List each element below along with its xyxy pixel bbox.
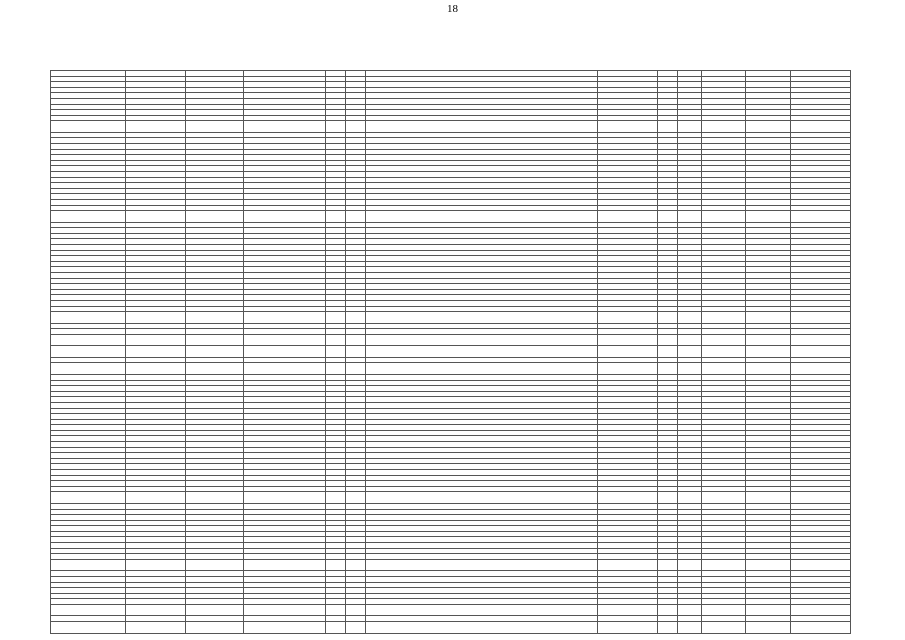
table-cell xyxy=(366,211,598,223)
table-cell xyxy=(746,346,791,358)
table-cell xyxy=(51,211,126,223)
table-cell xyxy=(51,121,126,133)
table-cell xyxy=(186,312,244,324)
table-cell xyxy=(702,312,746,324)
table-cell xyxy=(186,211,244,223)
table-cell xyxy=(244,312,326,324)
table-cell xyxy=(678,604,702,616)
table-cell xyxy=(746,622,791,634)
table-cell xyxy=(326,211,346,223)
table-cell xyxy=(244,334,326,346)
table-row xyxy=(51,334,851,346)
table-cell xyxy=(658,492,678,504)
table-cell xyxy=(702,559,746,571)
table-cell xyxy=(346,559,366,571)
table-cell xyxy=(186,559,244,571)
table-row xyxy=(51,559,851,571)
table-cell xyxy=(346,622,366,634)
table-cell xyxy=(598,334,658,346)
table-cell xyxy=(51,334,126,346)
table-cell xyxy=(126,334,186,346)
table-cell xyxy=(346,121,366,133)
table-cell xyxy=(678,121,702,133)
table-cell xyxy=(791,492,851,504)
table-cell xyxy=(658,346,678,358)
table-cell xyxy=(126,622,186,634)
table-cell xyxy=(126,363,186,375)
table-cell xyxy=(746,604,791,616)
table-cell xyxy=(598,363,658,375)
table-cell xyxy=(346,312,366,324)
table-cell xyxy=(658,604,678,616)
table-row xyxy=(51,346,851,358)
table-cell xyxy=(326,559,346,571)
table-cell xyxy=(126,559,186,571)
table-cell xyxy=(186,121,244,133)
table-cell xyxy=(746,334,791,346)
table-cell xyxy=(702,622,746,634)
table-cell xyxy=(658,622,678,634)
table-cell xyxy=(366,492,598,504)
table-cell xyxy=(678,363,702,375)
table-cell xyxy=(598,559,658,571)
table-cell xyxy=(658,559,678,571)
table-cell xyxy=(186,604,244,616)
table-cell xyxy=(326,312,346,324)
table-cell xyxy=(658,121,678,133)
table-cell xyxy=(366,121,598,133)
table-cell xyxy=(346,346,366,358)
table-cell xyxy=(678,312,702,324)
table-cell xyxy=(746,492,791,504)
table-cell xyxy=(678,492,702,504)
table-cell xyxy=(702,121,746,133)
table-cell xyxy=(366,312,598,324)
table-cell xyxy=(791,622,851,634)
table-row xyxy=(51,312,851,324)
table-cell xyxy=(126,604,186,616)
table-cell xyxy=(186,334,244,346)
table-cell xyxy=(658,211,678,223)
table-cell xyxy=(598,346,658,358)
table-cell xyxy=(346,334,366,346)
table-cell xyxy=(51,346,126,358)
table-cell xyxy=(791,312,851,324)
table-cell xyxy=(678,559,702,571)
table-cell xyxy=(598,622,658,634)
table-cell xyxy=(126,346,186,358)
table-cell xyxy=(51,559,126,571)
table-cell xyxy=(346,604,366,616)
table-cell xyxy=(186,622,244,634)
table-cell xyxy=(366,604,598,616)
table-cell xyxy=(326,604,346,616)
table-cell xyxy=(702,346,746,358)
table-cell xyxy=(51,492,126,504)
table-cell xyxy=(658,363,678,375)
table-cell xyxy=(126,211,186,223)
table-cell xyxy=(791,211,851,223)
table-cell xyxy=(366,363,598,375)
table-cell xyxy=(702,492,746,504)
table-cell xyxy=(186,363,244,375)
table-cell xyxy=(678,622,702,634)
table-cell xyxy=(366,559,598,571)
table-cell xyxy=(598,211,658,223)
table-cell xyxy=(186,492,244,504)
table-cell xyxy=(126,312,186,324)
table-row xyxy=(51,604,851,616)
table-cell xyxy=(791,346,851,358)
table-cell xyxy=(598,312,658,324)
table-cell xyxy=(746,211,791,223)
table-cell xyxy=(51,604,126,616)
table-cell xyxy=(244,622,326,634)
table-cell xyxy=(244,211,326,223)
table-cell xyxy=(702,334,746,346)
table-cell xyxy=(598,121,658,133)
table-cell xyxy=(326,346,346,358)
table-cell xyxy=(702,363,746,375)
page-number: 18 xyxy=(447,3,458,15)
table-cell xyxy=(346,363,366,375)
table-cell xyxy=(326,121,346,133)
table-cell xyxy=(791,604,851,616)
table-cell xyxy=(126,121,186,133)
table-row xyxy=(51,211,851,223)
table-cell xyxy=(678,211,702,223)
table-cell xyxy=(366,334,598,346)
table-cell xyxy=(702,604,746,616)
table-cell xyxy=(51,622,126,634)
table-cell xyxy=(186,346,244,358)
table-cell xyxy=(51,312,126,324)
table-cell xyxy=(791,334,851,346)
table-cell xyxy=(598,604,658,616)
table-cell xyxy=(678,346,702,358)
table-cell xyxy=(746,121,791,133)
table-cell xyxy=(326,334,346,346)
table-cell xyxy=(702,211,746,223)
table-cell xyxy=(126,492,186,504)
table-cell xyxy=(51,363,126,375)
table-cell xyxy=(678,334,702,346)
table-cell xyxy=(746,312,791,324)
table-cell xyxy=(791,559,851,571)
table-row xyxy=(51,622,851,634)
table-cell xyxy=(244,346,326,358)
table-cell xyxy=(366,346,598,358)
table-cell xyxy=(244,121,326,133)
table-cell xyxy=(658,312,678,324)
table-cell xyxy=(244,604,326,616)
table-row xyxy=(51,492,851,504)
table-cell xyxy=(244,492,326,504)
table-cell xyxy=(244,363,326,375)
table-cell xyxy=(658,334,678,346)
table-cell xyxy=(346,211,366,223)
table-cell xyxy=(326,363,346,375)
table-cell xyxy=(366,622,598,634)
table-cell xyxy=(746,559,791,571)
table-cell xyxy=(346,492,366,504)
table-cell xyxy=(326,492,346,504)
table-row xyxy=(51,363,851,375)
table-cell xyxy=(746,363,791,375)
table-row xyxy=(51,121,851,133)
table-cell xyxy=(791,121,851,133)
table-cell xyxy=(244,559,326,571)
table-cell xyxy=(326,622,346,634)
repair-register-table xyxy=(50,70,851,634)
table-cell xyxy=(598,492,658,504)
table-cell xyxy=(791,363,851,375)
